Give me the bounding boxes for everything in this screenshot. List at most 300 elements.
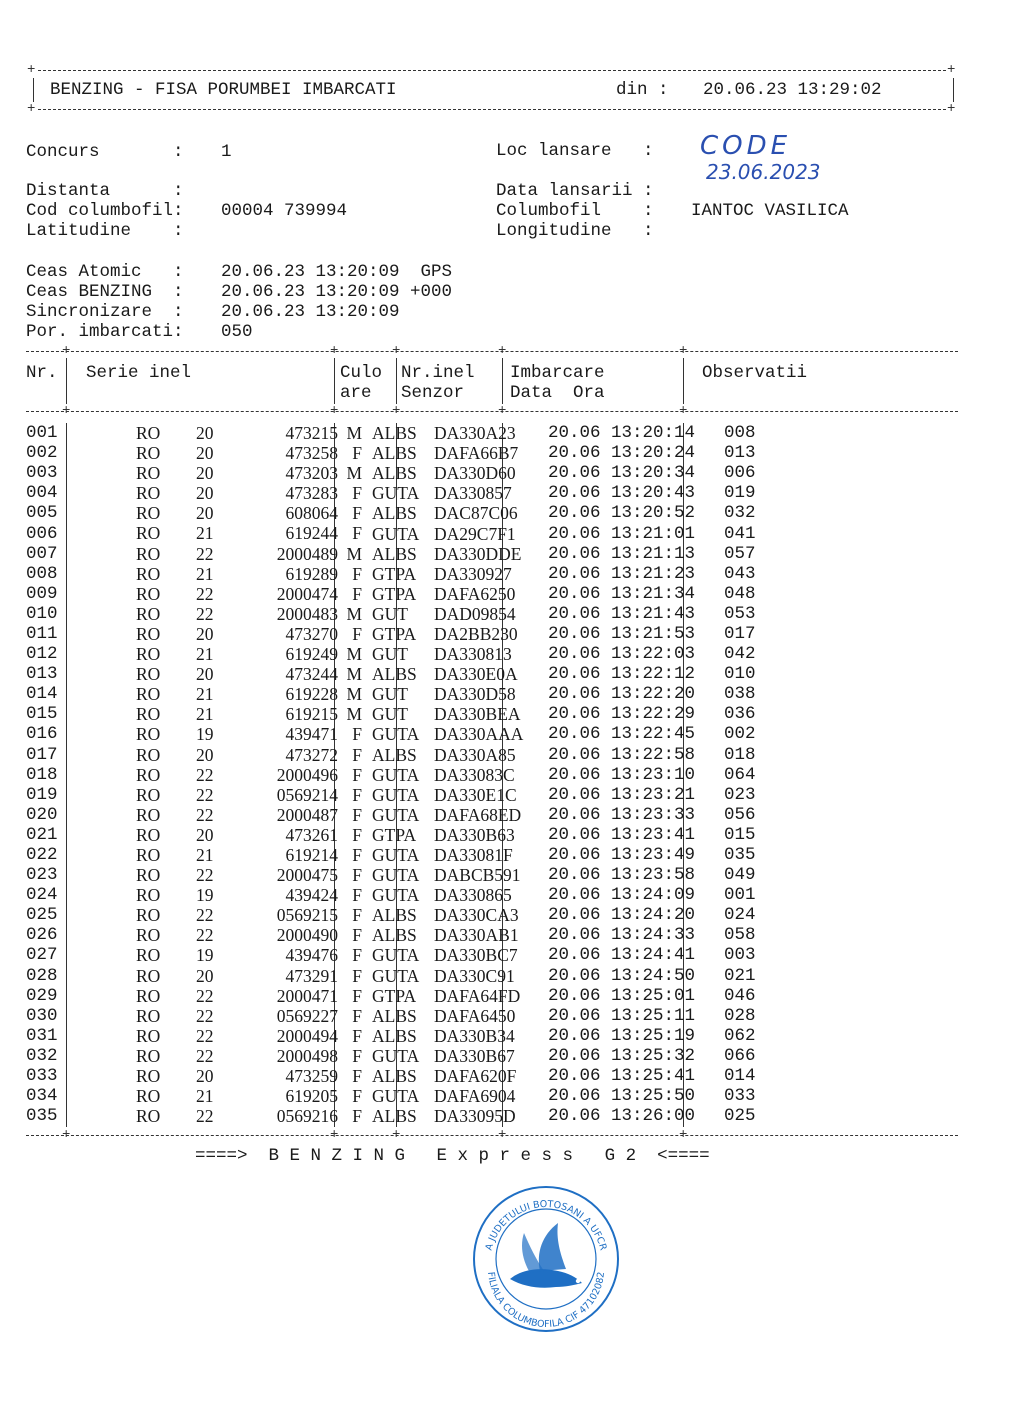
latitudine-label: Latitudine : bbox=[26, 221, 184, 241]
ring-country: RO bbox=[136, 724, 161, 745]
ring-sex: M bbox=[346, 543, 362, 564]
cell-culoare: GUTA bbox=[372, 945, 420, 966]
cell-observatii: 006 bbox=[724, 463, 756, 484]
cell-imbarcare: 20.06 13:26:00 bbox=[548, 1106, 696, 1127]
cell-culoare: GUTA bbox=[372, 724, 420, 745]
cell-culoare: GUTA bbox=[372, 1086, 420, 1107]
ring-year: 22 bbox=[196, 543, 214, 564]
ring-country: RO bbox=[136, 865, 161, 886]
cell-culoare: ALBS bbox=[372, 443, 417, 464]
cell-culoare: GTPA bbox=[372, 623, 417, 644]
cell-serie bbox=[64, 544, 368, 564]
col-culoare-header-1: Culo bbox=[340, 363, 383, 383]
col-culoare-header-2: are bbox=[340, 383, 372, 403]
cell-culoare: ALBS bbox=[372, 744, 417, 765]
cell-serie bbox=[64, 885, 368, 905]
cell-serie bbox=[64, 805, 368, 825]
cell-culoare: ALBS bbox=[372, 463, 417, 484]
cell-nr: 023 bbox=[26, 865, 58, 886]
ring-country: RO bbox=[136, 523, 161, 544]
cell-culoare: GUTA bbox=[372, 523, 420, 544]
table-row bbox=[26, 564, 756, 584]
cell-serie bbox=[64, 1086, 368, 1106]
ring-number: 2000498 bbox=[276, 1045, 338, 1066]
ring-sex: F bbox=[352, 443, 362, 464]
table-cross: + bbox=[392, 1127, 401, 1143]
ring-year: 22 bbox=[196, 905, 214, 926]
table-row bbox=[26, 604, 756, 624]
ring-year: 22 bbox=[196, 804, 214, 825]
ring-number: 619244 bbox=[285, 523, 338, 544]
cell-imbarcare: 20.06 13:25:50 bbox=[548, 1086, 696, 1107]
columbofil-value: IANTOC VASILICA bbox=[691, 201, 849, 221]
ring-sex: M bbox=[346, 463, 362, 484]
cell-nr-inel-senzor: DA33083C bbox=[434, 764, 515, 785]
table-cross: + bbox=[679, 1127, 688, 1143]
table-row bbox=[26, 865, 756, 885]
ring-country: RO bbox=[136, 1005, 161, 1026]
table-row bbox=[26, 745, 756, 765]
ring-number: 473291 bbox=[285, 965, 338, 986]
din-label: din : bbox=[616, 80, 669, 100]
col-separator bbox=[396, 358, 397, 404]
header-right-border bbox=[953, 78, 954, 102]
ring-number: 473272 bbox=[285, 744, 338, 765]
cell-observatii: 048 bbox=[724, 583, 756, 604]
cell-culoare: GUTA bbox=[372, 483, 420, 504]
cell-observatii: 058 bbox=[724, 925, 756, 946]
cell-nr: 031 bbox=[26, 1025, 58, 1046]
cell-imbarcare: 20.06 13:22:58 bbox=[548, 744, 696, 765]
ring-country: RO bbox=[136, 644, 161, 665]
cod-columbofil-label: Cod columbofil: bbox=[26, 201, 184, 221]
cell-nr-inel-senzor: DA330813 bbox=[434, 644, 512, 665]
cell-nr-inel-senzor: DAFA68ED bbox=[434, 804, 522, 825]
cell-serie bbox=[64, 584, 368, 604]
ring-number: 2000490 bbox=[276, 925, 338, 946]
table-row bbox=[26, 966, 756, 986]
table-row bbox=[26, 1026, 756, 1046]
cell-nr-inel-senzor: DA330927 bbox=[434, 563, 512, 584]
table-row bbox=[26, 664, 756, 684]
cell-nr-inel-senzor: DA330AAA bbox=[434, 724, 524, 745]
cell-culoare: GTPA bbox=[372, 824, 417, 845]
cell-observatii: 064 bbox=[724, 764, 756, 785]
cell-nr: 028 bbox=[26, 965, 58, 986]
cell-nr-inel-senzor: DAFA64FD bbox=[434, 985, 521, 1006]
cell-serie bbox=[64, 845, 368, 865]
cell-nr: 007 bbox=[26, 543, 58, 564]
ring-sex: M bbox=[346, 684, 362, 705]
cell-culoare: ALBS bbox=[372, 1066, 417, 1087]
cell-nr-inel-senzor: DA330D60 bbox=[434, 463, 516, 484]
ring-number: 439471 bbox=[285, 724, 338, 745]
cell-nr: 033 bbox=[26, 1066, 58, 1087]
ring-year: 21 bbox=[196, 704, 214, 725]
ring-year: 22 bbox=[196, 784, 214, 805]
ring-year: 22 bbox=[196, 603, 214, 624]
col-nr-header: Nr. bbox=[26, 363, 58, 383]
cell-imbarcare: 20.06 13:24:09 bbox=[548, 885, 696, 906]
cell-imbarcare: 20.06 13:25:01 bbox=[548, 985, 696, 1006]
ring-number: 2000487 bbox=[276, 804, 338, 825]
pigeon-icon bbox=[510, 1223, 582, 1288]
distanta-label: Distanta : bbox=[26, 181, 184, 201]
cell-nr: 022 bbox=[26, 845, 58, 866]
ring-number: 473244 bbox=[285, 664, 338, 685]
ring-number: 0569214 bbox=[276, 784, 338, 805]
cell-nr-inel-senzor: DAFA6450 bbox=[434, 1005, 516, 1026]
cell-observatii: 025 bbox=[724, 1106, 756, 1127]
ring-year: 20 bbox=[196, 483, 214, 504]
cell-serie bbox=[64, 523, 368, 543]
ring-sex: F bbox=[352, 824, 362, 845]
table-row bbox=[26, 825, 756, 845]
ring-year: 20 bbox=[196, 1066, 214, 1086]
cell-serie bbox=[64, 986, 368, 1006]
cell-imbarcare: 20.06 13:22:45 bbox=[548, 724, 696, 745]
ring-year: 21 bbox=[196, 844, 214, 865]
cell-imbarcare: 20.06 13:21:23 bbox=[548, 563, 696, 584]
cell-nr-inel-senzor: DA330CA3 bbox=[434, 905, 519, 926]
ring-year: 20 bbox=[196, 965, 214, 986]
ring-number: 2000496 bbox=[276, 764, 338, 785]
ring-sex: M bbox=[346, 423, 362, 443]
cell-nr-inel-senzor: DA330E0A bbox=[434, 664, 518, 685]
ring-year: 20 bbox=[196, 503, 214, 524]
cell-culoare: GUT bbox=[372, 644, 408, 665]
ring-year: 20 bbox=[196, 443, 214, 464]
table-row bbox=[26, 785, 756, 805]
box-corner: + bbox=[27, 101, 36, 117]
ring-year: 21 bbox=[196, 1086, 214, 1107]
cell-imbarcare: 20.06 13:23:10 bbox=[548, 764, 696, 785]
cell-imbarcare: 20.06 13:23:49 bbox=[548, 845, 696, 866]
ring-year: 21 bbox=[196, 523, 214, 544]
ring-number: 0569227 bbox=[276, 1005, 338, 1026]
cell-nr-inel-senzor: DAFA6250 bbox=[434, 583, 516, 604]
cell-culoare: GUTA bbox=[372, 865, 420, 886]
table-row bbox=[26, 986, 756, 1006]
table-rule-mid bbox=[26, 411, 958, 412]
ring-number: 2000475 bbox=[276, 865, 338, 886]
ring-number: 473270 bbox=[285, 623, 338, 644]
ring-country: RO bbox=[136, 1106, 161, 1127]
ring-sex: M bbox=[346, 664, 362, 685]
cell-culoare: GTPA bbox=[372, 563, 417, 584]
cell-nr: 012 bbox=[26, 644, 58, 665]
ring-number: 0569216 bbox=[276, 1106, 338, 1127]
cell-nr-inel-senzor: DA330865 bbox=[434, 885, 512, 906]
cell-observatii: 013 bbox=[724, 443, 756, 464]
cell-nr-inel-senzor: DA33095D bbox=[434, 1106, 516, 1127]
cell-culoare: ALBS bbox=[372, 1005, 417, 1026]
table-cross: + bbox=[498, 1127, 507, 1143]
cell-culoare: GUTA bbox=[372, 845, 420, 866]
concurs-label: Concurs : bbox=[26, 142, 184, 162]
ring-sex: F bbox=[352, 905, 362, 926]
ring-number: 0569215 bbox=[276, 905, 338, 926]
cell-imbarcare: 20.06 13:20:14 bbox=[548, 423, 696, 444]
ring-country: RO bbox=[136, 905, 161, 926]
cell-observatii: 015 bbox=[724, 824, 756, 845]
por-imbarcati-value: 050 bbox=[221, 322, 253, 342]
header-bottom-rule bbox=[38, 109, 946, 110]
cell-nr: 018 bbox=[26, 764, 58, 785]
cell-imbarcare: 20.06 13:21:43 bbox=[548, 603, 696, 624]
ring-number: 473203 bbox=[285, 463, 338, 484]
cell-nr-inel-senzor: DABCB591 bbox=[434, 865, 521, 886]
cell-nr: 006 bbox=[26, 523, 58, 544]
ring-year: 20 bbox=[196, 623, 214, 644]
stamp-text-bottom: FILIALA COLUMBOFILA CIF 47102082 bbox=[485, 1271, 607, 1331]
ring-number: 619215 bbox=[285, 704, 338, 725]
cell-imbarcare: 20.06 13:25:11 bbox=[548, 1005, 696, 1026]
cell-nr: 001 bbox=[26, 423, 58, 444]
table-row bbox=[26, 765, 756, 785]
table-row bbox=[26, 1006, 756, 1026]
ring-number: 439424 bbox=[285, 885, 338, 906]
cell-observatii: 035 bbox=[724, 845, 756, 866]
cell-nr: 008 bbox=[26, 563, 58, 584]
cell-culoare: GUTA bbox=[372, 804, 420, 825]
ring-number: 619205 bbox=[285, 1086, 338, 1107]
box-corner: + bbox=[947, 101, 956, 117]
ring-country: RO bbox=[136, 985, 161, 1006]
col-nrinel-header-1: Nr.inel bbox=[401, 363, 475, 383]
ring-year: 20 bbox=[196, 824, 214, 845]
ring-year: 19 bbox=[196, 885, 214, 906]
table-row bbox=[26, 483, 756, 503]
cell-culoare: GUT bbox=[372, 704, 408, 725]
table-row bbox=[26, 684, 756, 704]
ring-country: RO bbox=[136, 503, 161, 524]
cell-imbarcare: 20.06 13:21:01 bbox=[548, 523, 696, 544]
ring-country: RO bbox=[136, 583, 161, 604]
cell-nr: 005 bbox=[26, 503, 58, 524]
table-row bbox=[26, 463, 756, 483]
cell-nr: 003 bbox=[26, 463, 58, 484]
ring-number: 473259 bbox=[285, 1066, 338, 1086]
cell-nr-inel-senzor: DA330857 bbox=[434, 483, 512, 504]
cell-nr-inel-senzor: DA330BEA bbox=[434, 704, 521, 725]
cell-nr: 019 bbox=[26, 784, 58, 805]
cell-serie bbox=[64, 905, 368, 925]
ring-sex: F bbox=[352, 844, 362, 865]
ring-sex: F bbox=[352, 784, 362, 805]
cell-imbarcare: 20.06 13:21:53 bbox=[548, 623, 696, 644]
table-cross: + bbox=[62, 343, 71, 359]
ring-number: 2000483 bbox=[276, 603, 338, 624]
cell-observatii: 057 bbox=[724, 543, 756, 564]
cell-observatii: 018 bbox=[724, 744, 756, 765]
ring-year: 20 bbox=[196, 463, 214, 484]
cell-observatii: 010 bbox=[724, 664, 756, 685]
cell-observatii: 021 bbox=[724, 965, 756, 986]
cell-culoare: ALBS bbox=[372, 925, 417, 946]
cell-observatii: 002 bbox=[724, 724, 756, 745]
cell-culoare: ALBS bbox=[372, 1106, 417, 1127]
cell-nr: 004 bbox=[26, 483, 58, 504]
ring-country: RO bbox=[136, 623, 161, 644]
cell-nr: 014 bbox=[26, 684, 58, 705]
col-separator bbox=[334, 358, 335, 404]
cell-culoare: GUTA bbox=[372, 784, 420, 805]
cell-observatii: 049 bbox=[724, 865, 756, 886]
ceas-atomic-value: 20.06.23 13:20:09 GPS bbox=[221, 262, 453, 282]
cell-nr: 016 bbox=[26, 724, 58, 745]
cell-nr: 032 bbox=[26, 1045, 58, 1066]
ring-sex: F bbox=[352, 563, 362, 584]
cell-serie bbox=[64, 1066, 368, 1086]
cell-nr-inel-senzor: DA330C91 bbox=[434, 965, 515, 986]
ring-sex: F bbox=[352, 945, 362, 966]
table-cross: + bbox=[679, 403, 688, 419]
cell-serie bbox=[64, 785, 368, 805]
cell-imbarcare: 20.06 13:20:43 bbox=[548, 483, 696, 504]
cell-observatii: 056 bbox=[724, 804, 756, 825]
cell-serie bbox=[64, 684, 368, 704]
ring-country: RO bbox=[136, 744, 161, 765]
ring-sex: F bbox=[352, 1086, 362, 1107]
table-row bbox=[26, 905, 756, 925]
ring-year: 20 bbox=[196, 664, 214, 685]
col-imbarcare-header-1: Imbarcare bbox=[510, 363, 605, 383]
ceas-atomic-label: Ceas Atomic : bbox=[26, 262, 184, 282]
cell-nr: 013 bbox=[26, 664, 58, 685]
ring-number: 2000494 bbox=[276, 1025, 338, 1046]
cell-imbarcare: 20.06 13:24:41 bbox=[548, 945, 696, 966]
table-row bbox=[26, 885, 756, 905]
club-stamp bbox=[470, 1183, 622, 1335]
cell-nr-inel-senzor: DAD09854 bbox=[434, 603, 516, 624]
footer-brand: ====> B E N Z I N G E x p r e s s G 2 <==== bbox=[195, 1146, 710, 1166]
ring-country: RO bbox=[136, 824, 161, 845]
cell-imbarcare: 20.06 13:24:50 bbox=[548, 965, 696, 986]
table-row bbox=[26, 523, 756, 543]
data-lansarii-label: Data lansarii : bbox=[496, 181, 654, 201]
cell-imbarcare: 20.06 13:22:03 bbox=[548, 644, 696, 665]
table-row bbox=[26, 945, 756, 965]
cell-nr-inel-senzor: DA29C7F1 bbox=[434, 523, 516, 544]
cell-imbarcare: 20.06 13:25:19 bbox=[548, 1025, 696, 1046]
ring-sex: F bbox=[352, 483, 362, 504]
cell-imbarcare: 20.06 13:20:24 bbox=[548, 443, 696, 464]
ring-year: 22 bbox=[196, 865, 214, 886]
handwritten-location: CODE bbox=[700, 131, 792, 161]
cell-culoare: GUT bbox=[372, 603, 408, 624]
cell-culoare: GUT bbox=[372, 684, 408, 705]
cell-nr-inel-senzor: DAFA66B7 bbox=[434, 443, 519, 464]
cell-observatii: 042 bbox=[724, 644, 756, 665]
cell-nr-inel-senzor: DA330DDE bbox=[434, 543, 522, 564]
ring-year: 21 bbox=[196, 644, 214, 665]
ring-year: 22 bbox=[196, 1106, 214, 1127]
cell-imbarcare: 20.06 13:24:33 bbox=[548, 925, 696, 946]
cell-imbarcare: 20.06 13:23:41 bbox=[548, 824, 696, 845]
table-cross: + bbox=[498, 343, 507, 359]
col-separator bbox=[502, 358, 503, 404]
cell-serie bbox=[64, 564, 368, 584]
ring-year: 22 bbox=[196, 1045, 214, 1066]
table-row bbox=[26, 544, 756, 564]
cell-nr: 015 bbox=[26, 704, 58, 725]
ring-country: RO bbox=[136, 764, 161, 785]
cell-observatii: 023 bbox=[724, 784, 756, 805]
cell-culoare: GUTA bbox=[372, 965, 420, 986]
ring-year: 22 bbox=[196, 1025, 214, 1046]
cell-imbarcare: 20.06 13:20:34 bbox=[548, 463, 696, 484]
cell-nr-inel-senzor: DA330E1C bbox=[434, 784, 517, 805]
table-row bbox=[26, 925, 756, 945]
cell-culoare: ALBS bbox=[372, 503, 417, 524]
cell-observatii: 066 bbox=[724, 1045, 756, 1066]
cell-observatii: 043 bbox=[724, 563, 756, 584]
columbofil-label: Columbofil : bbox=[496, 201, 654, 221]
ring-country: RO bbox=[136, 664, 161, 685]
cell-serie bbox=[64, 765, 368, 785]
cell-nr: 021 bbox=[26, 824, 58, 845]
cell-imbarcare: 20.06 13:21:13 bbox=[548, 543, 696, 564]
cell-nr-inel-senzor: DA330AB1 bbox=[434, 925, 519, 946]
cell-serie bbox=[64, 443, 368, 463]
table-row bbox=[26, 1106, 756, 1126]
ring-year: 22 bbox=[196, 985, 214, 1006]
por-imbarcati-label: Por. imbarcati: bbox=[26, 322, 184, 342]
ring-sex: F bbox=[352, 1066, 362, 1086]
table-row bbox=[26, 724, 756, 744]
ring-sex: F bbox=[352, 724, 362, 745]
cell-imbarcare: 20.06 13:24:20 bbox=[548, 905, 696, 926]
ring-year: 22 bbox=[196, 1005, 214, 1026]
ring-country: RO bbox=[136, 704, 161, 725]
cell-nr-inel-senzor: DA330BC7 bbox=[434, 945, 518, 966]
ring-sex: F bbox=[352, 925, 362, 946]
cell-nr: 011 bbox=[26, 623, 58, 644]
ring-number: 2000471 bbox=[276, 985, 338, 1006]
cell-serie bbox=[64, 624, 368, 644]
ring-country: RO bbox=[136, 684, 161, 705]
cell-culoare: ALBS bbox=[372, 543, 417, 564]
ring-country: RO bbox=[136, 483, 161, 504]
ring-number: 473261 bbox=[285, 824, 338, 845]
cell-serie bbox=[64, 604, 368, 624]
cell-serie bbox=[64, 644, 368, 664]
ring-year: 19 bbox=[196, 724, 214, 745]
table-row bbox=[26, 644, 756, 664]
header-top-rule bbox=[38, 70, 946, 71]
ring-year: 22 bbox=[196, 925, 214, 946]
table-row bbox=[26, 1066, 756, 1086]
cell-culoare: GUTA bbox=[372, 885, 420, 906]
ring-number: 619289 bbox=[285, 563, 338, 584]
cell-observatii: 028 bbox=[724, 1005, 756, 1026]
ring-number: 619228 bbox=[285, 684, 338, 705]
cell-observatii: 001 bbox=[724, 885, 756, 906]
ring-sex: F bbox=[352, 583, 362, 604]
cell-imbarcare: 20.06 13:23:21 bbox=[548, 784, 696, 805]
cell-nr: 020 bbox=[26, 804, 58, 825]
concurs-value: 1 bbox=[221, 142, 232, 162]
cell-nr-inel-senzor: DAFA6904 bbox=[434, 1086, 516, 1107]
cell-observatii: 033 bbox=[724, 1086, 756, 1107]
ring-country: RO bbox=[136, 443, 161, 464]
cell-observatii: 041 bbox=[724, 523, 756, 544]
ring-country: RO bbox=[136, 965, 161, 986]
table-cross: + bbox=[330, 1127, 339, 1143]
cell-nr: 024 bbox=[26, 885, 58, 906]
cell-nr-inel-senzor: DA330D58 bbox=[434, 684, 516, 705]
